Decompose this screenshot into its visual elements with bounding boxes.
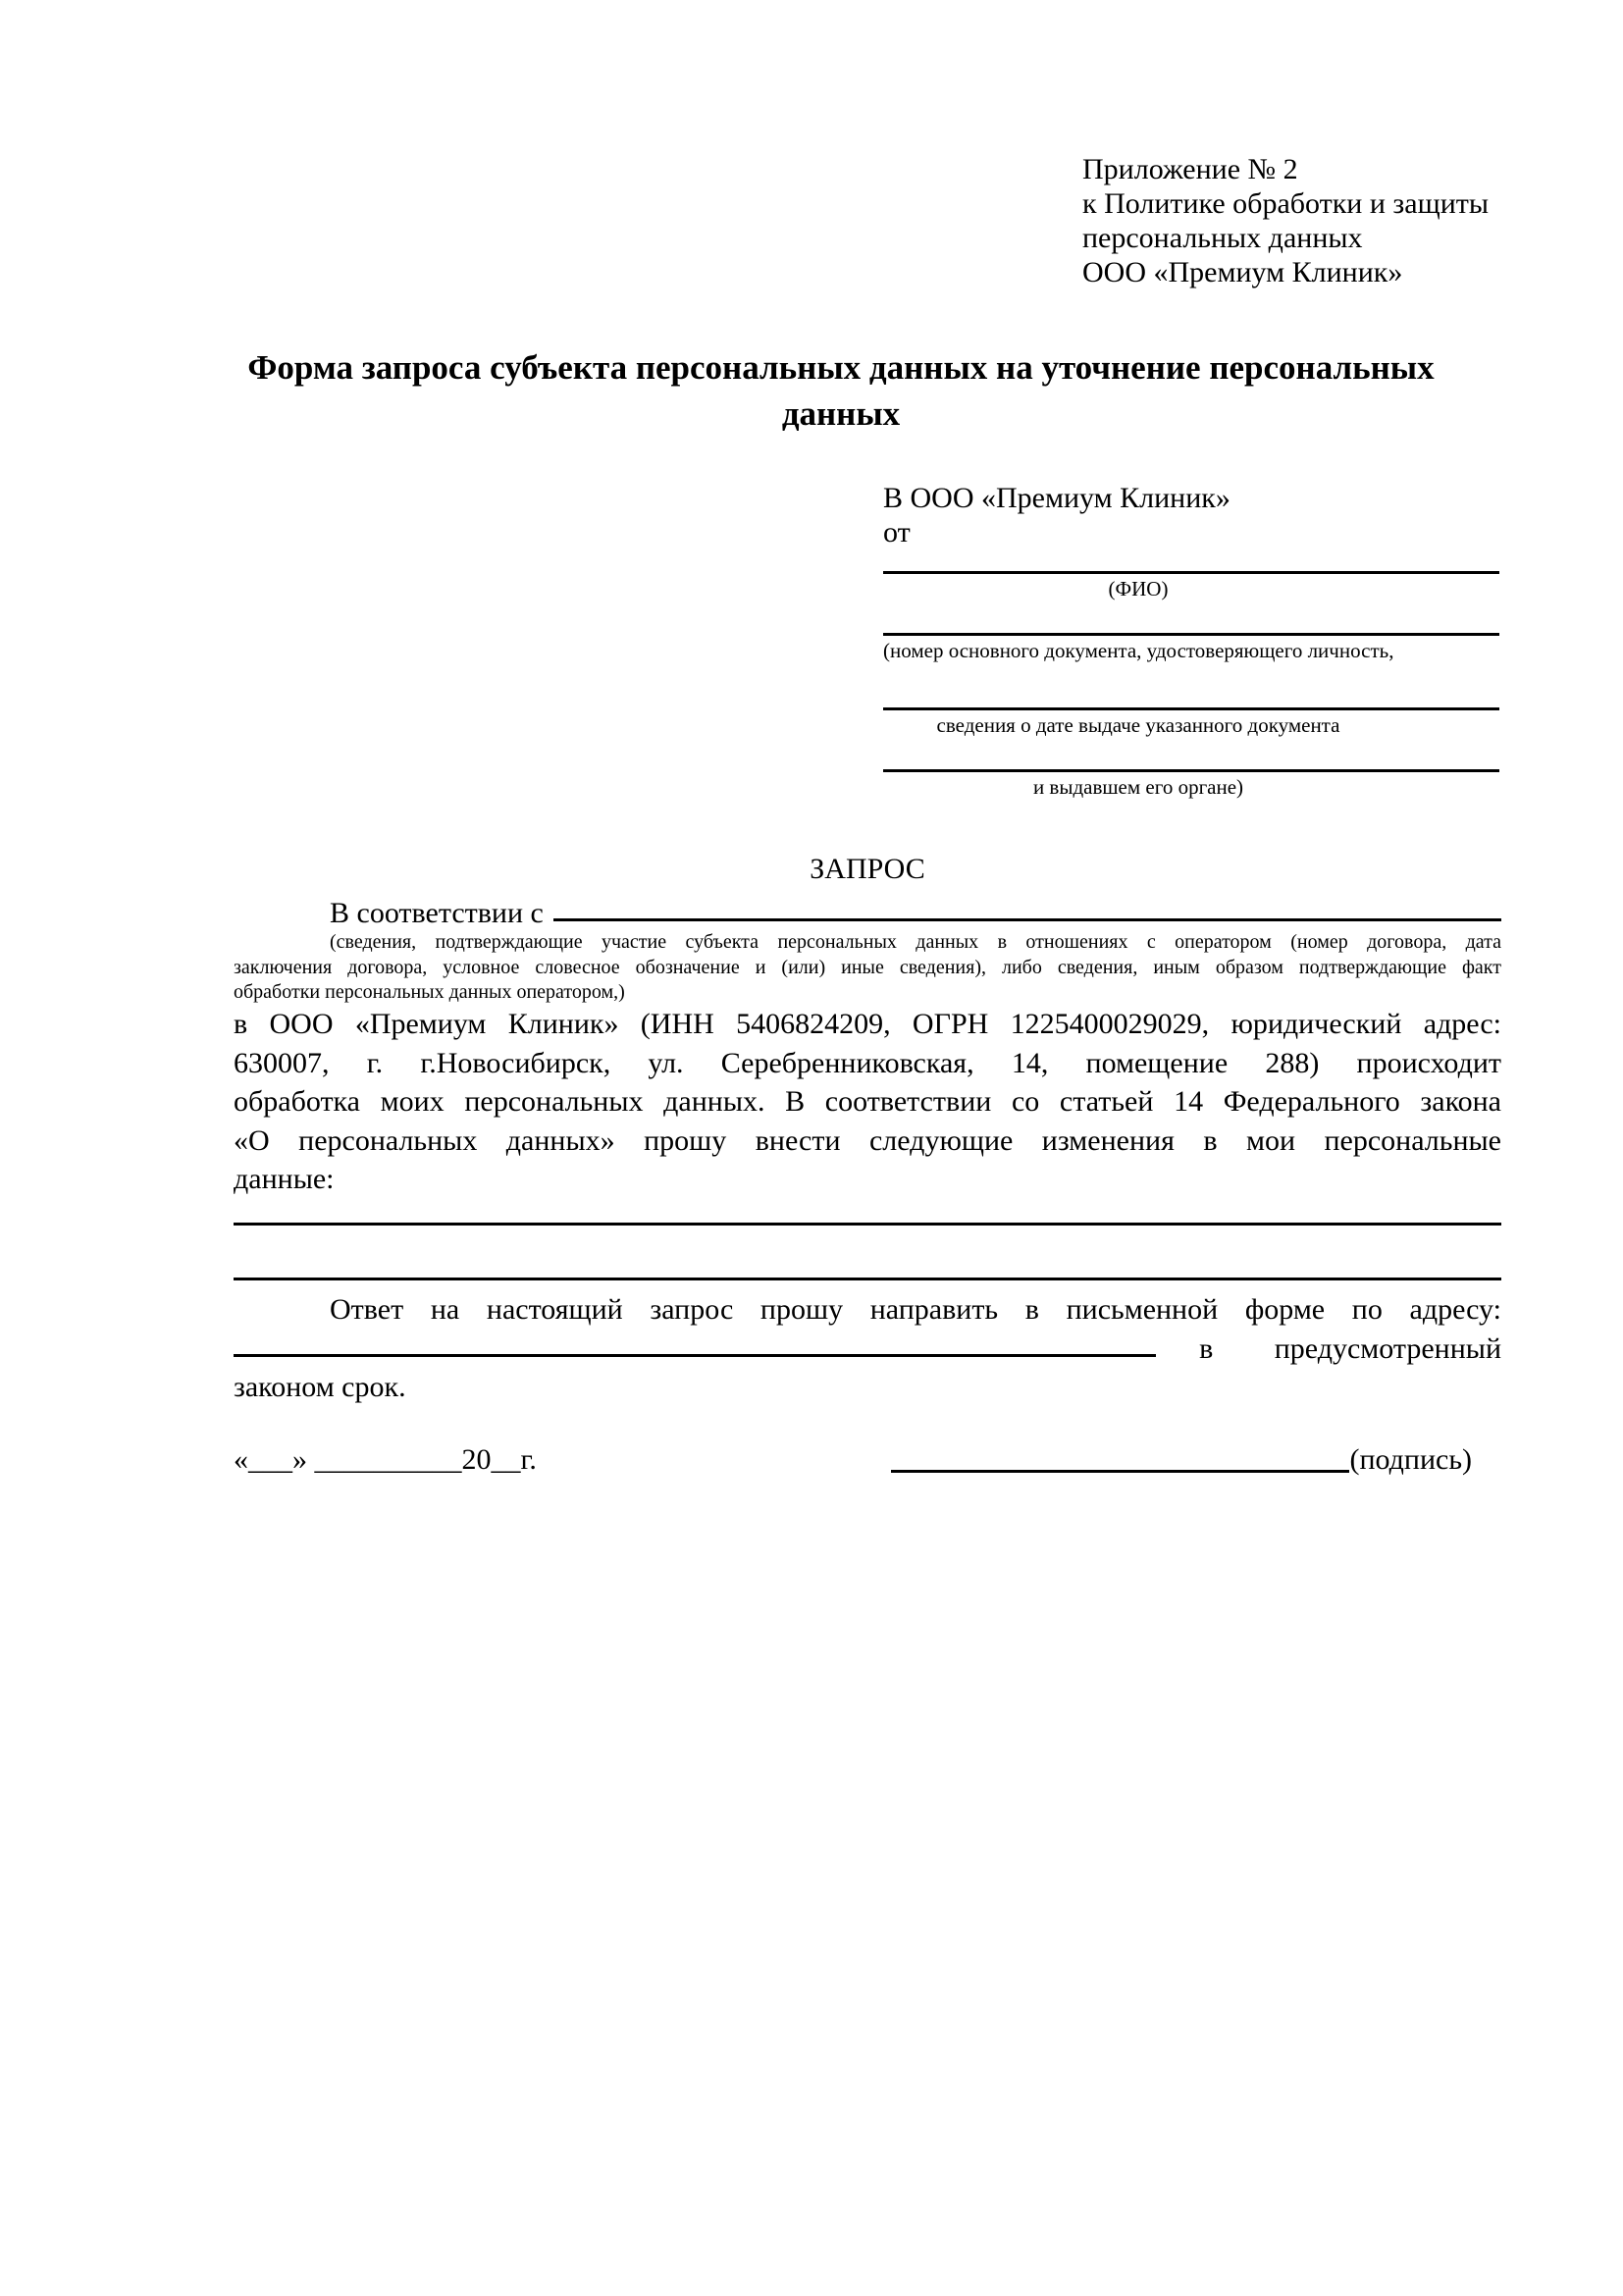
reply-paragraph xyxy=(234,1290,1501,1407)
fio-field-line xyxy=(883,571,1499,574)
addressee-from-label: от xyxy=(883,516,911,548)
fio-field-caption: (ФИО) xyxy=(1108,577,1169,600)
addressee-to: В ООО «Премиум Клиник» xyxy=(883,482,1230,514)
changes-write-in-line xyxy=(234,1229,1501,1280)
issue-date-field-line xyxy=(883,707,1499,710)
accordance-row xyxy=(234,894,1501,933)
date-signature-row xyxy=(234,1440,1501,1480)
reply-paragraph-suffix: в предусмотренный xyxy=(1199,1331,1501,1365)
reply-address-row xyxy=(234,1330,1501,1369)
date-blank: «___» __________20__г. xyxy=(234,1443,537,1476)
signature-group xyxy=(891,1440,1472,1480)
appendix-note-line: к Политике обработки и защиты xyxy=(1082,187,1490,220)
issuing-authority-field-line xyxy=(883,769,1499,772)
reply-address-fill-line xyxy=(234,1354,1156,1357)
issue-date-field-caption: сведения о дате выдаче указанного документа xyxy=(936,713,1340,737)
request-heading: ЗАПРОС xyxy=(810,853,925,885)
document-number-field-caption: (номер основного документа, удостоверяющего личность, xyxy=(883,639,1394,662)
small-print-line: заключения договора, условное словесное обозначение и (или) иные сведения), либо сведения, иным образом подтверждающие факт xyxy=(234,956,1501,978)
reply-paragraph-line: законом срок. xyxy=(234,1371,406,1403)
body-paragraph-line: в ООО «Премиум Клиник» (ИНН 5406824209, ОГРН 1225400029029, юридический адрес: xyxy=(234,1008,1501,1040)
body-paragraph xyxy=(234,1005,1501,1199)
signature-caption: (подпись) xyxy=(1349,1443,1472,1476)
issuing-authority-field-caption: и выдавшем его органе) xyxy=(1032,775,1244,799)
reply-paragraph-line: Ответ на настоящий запрос прошу направить в письменной форме по адресу: xyxy=(330,1293,1501,1326)
appendix-note-line: Приложение № 2 xyxy=(1082,153,1298,185)
body-paragraph-line: данные: xyxy=(234,1163,335,1195)
document-number-field-line xyxy=(883,633,1499,636)
small-print-note xyxy=(234,930,1501,1006)
small-print-line: (сведения, подтверждающие участие субъекта персональных данных в отношениях с оператором (номер договора, дата xyxy=(330,931,1501,953)
accordance-label: В соответствии с xyxy=(330,897,544,929)
appendix-note-line: ООО «Премиум Клиник» xyxy=(1082,256,1403,288)
small-print-line: обработки персональных данных оператором,) xyxy=(234,981,625,1003)
body-paragraph-line: 630007, г. г.Новосибирск, ул. Серебренниковская, 14, помещение 288) происходит xyxy=(234,1046,1501,1079)
appendix-note-line: персональных данных xyxy=(1082,222,1363,254)
body-paragraph-line: обработка моих персональных данных. В соответствии со статьей 14 Федерального закона xyxy=(234,1085,1501,1118)
appendix-note xyxy=(1082,152,1544,289)
addressee-block xyxy=(883,481,1499,800)
document-title: Форма запроса субъекта персональных данных на уточнение персональных данных xyxy=(247,348,1435,433)
changes-write-in-line xyxy=(234,1175,1501,1226)
signature-fill-line xyxy=(891,1470,1349,1473)
accordance-fill-line xyxy=(553,918,1501,921)
body-paragraph-line: «О персональных данных» прошу внести следующие изменения в мои персональные xyxy=(234,1123,1501,1157)
